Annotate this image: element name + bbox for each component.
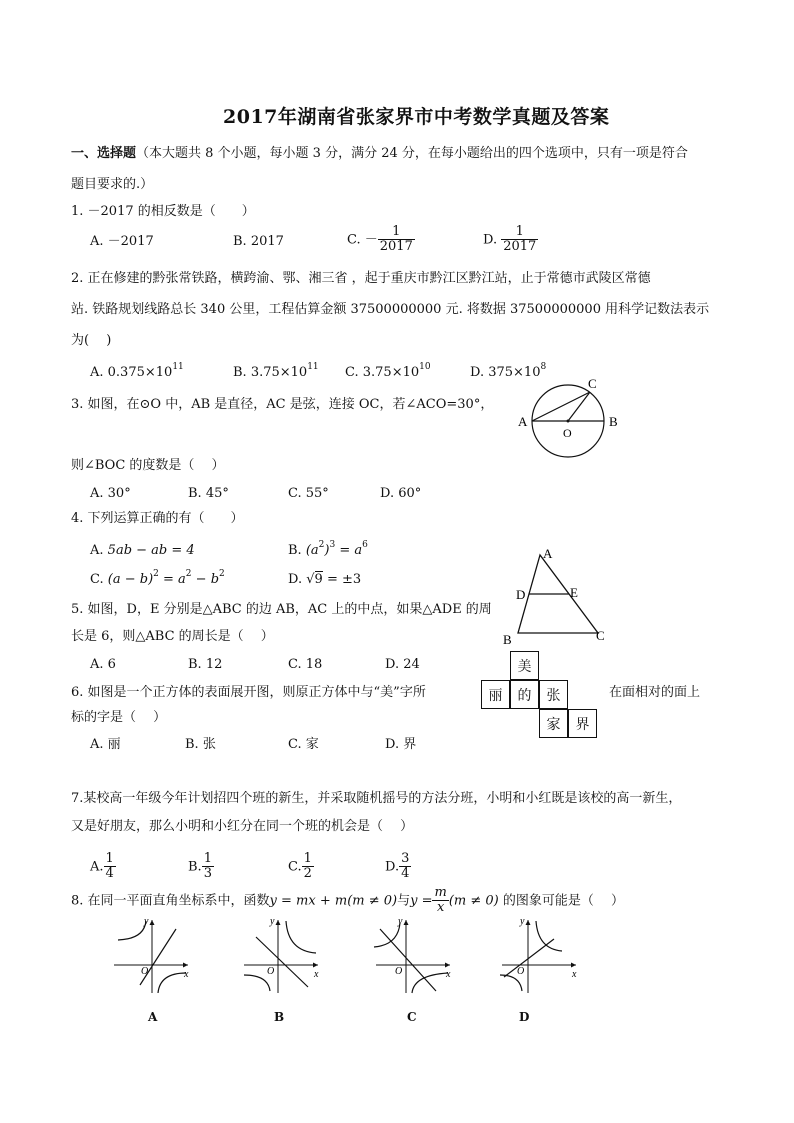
q7-option-d: [385, 852, 411, 882]
q1-option-c-label: C. －: [347, 232, 378, 248]
fraction-denominator: 4: [401, 866, 410, 882]
axis-x-label: x: [572, 969, 577, 980]
fraction-denominator: 4: [105, 866, 114, 882]
q5-stem2: 长是 6，则△ABC 的周长是（ ）: [71, 629, 274, 644]
q6-option-c: C. 家: [288, 737, 319, 752]
label-b: B: [609, 414, 618, 429]
option-fraction: [302, 852, 314, 882]
option-fraction: [399, 852, 411, 882]
fraction-denominator: 3: [203, 866, 212, 882]
net-cell-jie: 界: [568, 709, 597, 738]
expr-part: (a: [305, 543, 319, 558]
axis-y-label: y: [144, 916, 149, 927]
option-base: B. 3.75×10: [233, 365, 308, 380]
q5-option-a: A. 6: [90, 657, 116, 672]
q8-stem: [71, 886, 624, 916]
section-label: 一、选择题: [71, 146, 137, 161]
q8-stem-part-a: 8. 在同一平面直角坐标系中，函数: [71, 893, 270, 909]
net-cell-mei: 美: [510, 651, 539, 680]
net-cell-zhang: 张: [539, 680, 568, 709]
q8-graph-d: [496, 915, 586, 995]
q3-option-a: A. 30°: [90, 486, 131, 501]
axis-y-label: y: [270, 916, 275, 927]
axis-x-label: x: [314, 969, 319, 980]
q3-option-b: B. 45°: [188, 486, 229, 501]
q6-option-a: A. 丽: [90, 737, 121, 752]
net-cell-de: 的: [510, 680, 539, 709]
option-label: B.: [288, 543, 302, 558]
option-fraction: [202, 852, 214, 882]
axis-origin-label: O: [267, 966, 275, 977]
fraction-numerator: 1: [515, 224, 524, 239]
exponent: 2: [153, 569, 159, 579]
expr-part: (a − b): [107, 572, 154, 587]
axis-y-label: y: [398, 916, 403, 927]
exponent: 2: [185, 569, 192, 579]
fraction-numerator: 3: [401, 851, 410, 866]
q2-option-b: [233, 362, 319, 380]
q8-function-condition: (m ≠ 0): [448, 893, 499, 909]
q2-option-a: [90, 362, 184, 380]
q1-option-c: [347, 225, 415, 255]
option-label: C.: [288, 859, 302, 875]
label-c: C: [596, 628, 605, 643]
q8-function-lhs: y =: [410, 893, 433, 909]
exponent: 2: [219, 569, 225, 579]
expr-part: − b: [191, 572, 220, 587]
option-label: B.: [188, 859, 202, 875]
option-exponent: 11: [172, 362, 184, 372]
q7-option-c: [288, 852, 314, 882]
q4-option-b: [288, 540, 368, 558]
fraction-denominator: x: [432, 900, 448, 915]
q5-triangle-figure: [500, 543, 615, 645]
q6-stem-tail: 在面相对的面上: [609, 685, 701, 700]
q8-graph-a: [108, 915, 198, 995]
q6-stem: 6. 如图是一个正方体的表面展开图，则原正方体中与“美”字所: [71, 685, 426, 700]
radius-oc: [568, 392, 590, 421]
q5-option-d: D. 24: [385, 657, 420, 672]
expr-part: = ±3: [322, 572, 362, 587]
radicand: 9: [314, 572, 323, 587]
q8-function-linear: y = mx + m(m ≠ 0): [269, 893, 398, 909]
q3-option-c: C. 55°: [288, 486, 329, 501]
q1-option-c-fraction: [378, 225, 415, 255]
fraction-numerator: 1: [303, 851, 312, 866]
fraction-numerator: 1: [392, 224, 401, 239]
exponent: 3: [329, 540, 336, 550]
fraction-numerator: 1: [105, 851, 114, 866]
label-c: C: [588, 376, 597, 391]
label-d: D: [516, 587, 526, 602]
option-base: A. 0.375×10: [90, 365, 173, 380]
label-a: A: [543, 546, 553, 561]
q4-option-c: [90, 569, 225, 587]
option-exponent: 11: [307, 362, 319, 372]
axis-x-label: x: [446, 969, 451, 980]
q8-graph-c: [370, 915, 460, 995]
q8-stem-part-c: 的图象可能是（ ）: [498, 893, 624, 909]
option-label: C.: [90, 572, 104, 587]
q8-graph-b-label: B: [274, 1010, 285, 1024]
q7-option-b: [188, 852, 214, 882]
q2-line1: 2. 正在修建的黔张常铁路，横跨渝、鄂、湘三省 ，起于重庆市黔江区黔江站，止于常德市武陵区常德: [71, 271, 651, 286]
label-b: B: [503, 632, 512, 645]
q2-line2: 站. 铁路规划线路总长 340 公里，工程估算金额 37500000000 元. 将数据 37500000000 用科学记数法表示: [71, 302, 710, 317]
axis-x-label: x: [184, 969, 189, 980]
q8-graph-c-label: C: [407, 1010, 417, 1024]
fraction-numerator: m: [434, 885, 447, 900]
axis-origin-label: O: [141, 966, 149, 977]
option-base: D. 375×10: [470, 365, 541, 380]
q1-option-b: B. 2017: [233, 234, 284, 249]
q8-stem-part-b: 与: [397, 893, 411, 909]
fraction-numerator: 1: [203, 851, 212, 866]
q1-option-d-fraction: [501, 225, 538, 255]
axis-y-label: y: [520, 916, 525, 927]
q8-graph-b: [238, 915, 328, 995]
center-point: [567, 420, 570, 423]
axis-origin-label: O: [395, 966, 403, 977]
q1-option-a: A. －2017: [90, 234, 154, 249]
label-a: A: [518, 414, 528, 429]
q5-stem: 5. 如图，D，E 分别是△ABC 的边 AB，AC 上的中点，如果△ADE 的周: [71, 602, 492, 617]
option-label: A.: [90, 859, 104, 875]
section-header: [71, 147, 688, 160]
q7-line2: 又是好朋友，那么小明和小红分在同一个班的机会是（ ）: [71, 819, 414, 834]
exponent: 6: [362, 540, 368, 550]
q7-option-a: [90, 852, 116, 882]
expr-part: ): [324, 543, 330, 558]
net-cell-li: 丽: [481, 680, 510, 709]
q4-option-a: [90, 544, 195, 557]
label-e: E: [570, 585, 578, 600]
radical-sign: √: [306, 572, 315, 587]
q6-stem2: 标的字是（ ）: [71, 710, 167, 725]
q5-option-c: C. 18: [288, 657, 323, 672]
q5-option-b: B. 12: [188, 657, 223, 672]
q3-stem: 3. 如图，在⊙O 中，AB 是直径，AC 是弦，连接 OC，若∠ACO=30°，: [71, 397, 494, 412]
fraction-denominator: 2: [303, 866, 312, 882]
q2-option-c: [345, 362, 431, 380]
q6-option-d: D. 界: [385, 737, 417, 752]
q1-option-d: [483, 225, 538, 255]
q3-stem2: 则∠BOC 的度数是（ ）: [71, 458, 225, 473]
fraction-denominator: 2017: [503, 239, 537, 255]
q1-option-d-label: D.: [483, 232, 502, 248]
option-exponent: 8: [540, 362, 547, 372]
option-exponent: 10: [419, 362, 431, 372]
exponent: 2: [318, 540, 325, 550]
page-title: 2017年湖南省张家界市中考数学真题及答案: [223, 106, 610, 128]
expr-part: = a: [335, 543, 363, 558]
option-base: C. 3.75×10: [345, 365, 420, 380]
axis-origin-label: O: [517, 966, 525, 977]
option-label: D.: [288, 572, 303, 587]
fraction-denominator: 2017: [379, 239, 413, 255]
q8-graph-a-label: A: [148, 1010, 158, 1024]
q4-stem: 4. 下列运算正确的有（ ）: [71, 511, 244, 526]
net-cell-jia: 家: [539, 709, 568, 738]
q6-option-b: B. 张: [185, 737, 216, 752]
expr-part: = a: [158, 572, 186, 587]
q3-option-d: D. 60°: [380, 486, 422, 501]
option-label: A.: [90, 543, 104, 558]
q2-line3: 为( ): [71, 333, 112, 348]
option-label: D.: [385, 859, 400, 875]
option-fraction: [104, 852, 116, 882]
q4-option-d: [288, 573, 361, 586]
option-expression: 5ab − ab = 4: [107, 543, 195, 558]
chord-ac: [532, 392, 590, 421]
q8-function-fraction: [432, 886, 448, 916]
section-desc-line1: （本大题共 8 个小题，每小题 3 分，满分 24 分，在每小题给出的四个选项中，只有一项是符合: [136, 146, 688, 161]
section-desc-line2: 题目要求的.）: [71, 177, 154, 192]
q3-circle-figure: [512, 376, 622, 460]
q8-graph-d-label: D: [519, 1010, 530, 1024]
label-o: O: [563, 426, 572, 440]
q1-stem: 1. －2017 的相反数是（ ）: [71, 204, 255, 219]
q7-line1: 7.某校高一年级今年计划招四个班的新生，并采取随机摇号的方法分班，小明和小红既是该校的高一新生，: [71, 791, 682, 806]
